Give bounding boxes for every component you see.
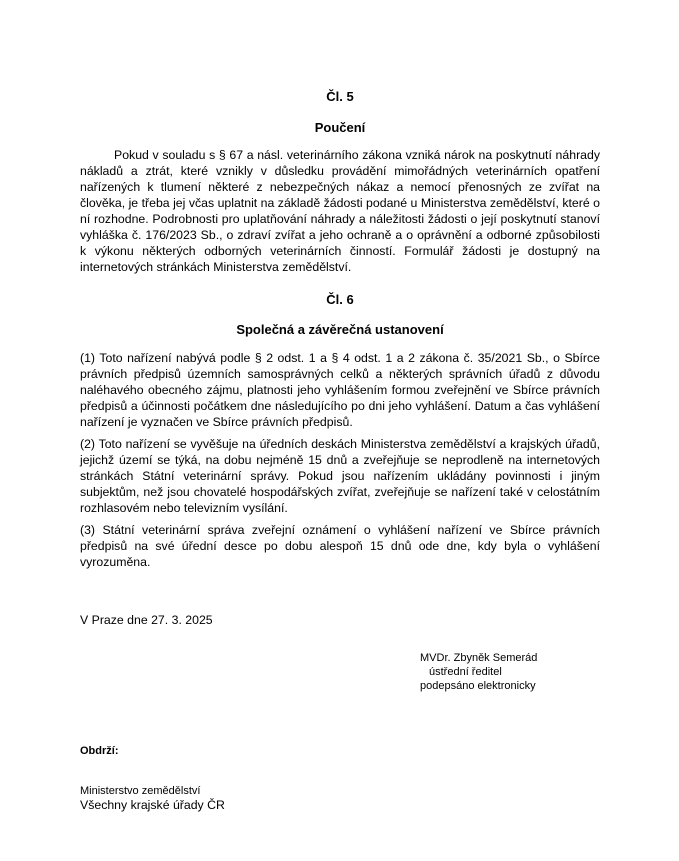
signatory-role: ústřední ředitel (429, 666, 502, 678)
place-and-date: V Praze dne 27. 3. 2025 (80, 613, 213, 627)
article-6-paragraph-1: (1) Toto nařízení nabývá podle § 2 odst. 1 a § 4 odst. 1 a 2 zákona č. 35/2021 Sb., o Sbírce právních předpisů územních samosprávných celků a některých správních úřadů z důvodu naléhavého obecného zájmu, platnosti jeho vyhlášením formou zveřejnění ve Sbírce právních předpisů a účinnosti počátkem dne následujícího po dni jeho vyhlášení. Datum a čas vyhlášení nařízení je vyznačen ve Sbírce právních předpisů. (80, 351, 600, 429)
signatory-name: MVDr. Zbyněk Semerád (420, 652, 538, 664)
signature-block (420, 651, 600, 693)
recipient-item: Ministerstvo zemědělství (80, 785, 201, 797)
article-5-paragraph: Pokud v souladu s § 67 a násl. veterinárního zákona vzniká nárok na poskytnutí náhrady nákladů a ztrát, které vznikly v důsledku provádění mimořádných veterinárních opatření nařízených k tlumení některé z nebezpečných nákaz a nemocí přenosných ze zvířat na člověka, je třeba jej včas uplatnit na základě žádosti podané u Ministerstva zemědělství, které o ní rozhodne. Podrobnosti pro uplatňování náhrady a náležitosti žádosti o její poskytnutí stanoví vyhláška č. 176/2023 Sb., o zdraví zvířat a jeho ochraně a o oprávnění a odborné způsobilosti k výkonu některých odborných veterinárních činností. Formulář žádosti je dostupný na internetových stránkách Ministerstva zemědělství. (80, 148, 600, 274)
recipients-label: Obdrží: (80, 745, 119, 757)
article-6-paragraph-2: (2) Toto nařízení se vyvěšuje na úředních deskách Ministerstva zemědělství a krajských úřadů, jejichž území se týká, na dobu nejméně 15 dnů a zveřejňuje se neprodleně na internetových stránkách Státní veterinární správy. Pokud jsou nařízením ukládány povinnosti i jiným subjektům, než jsou chovatelé hospodářských zvířat, zveřejňuje se nařízení také v celostátním rozhlasovém nebo televizním vysílání. (80, 437, 600, 515)
article-6-number: Čl. 6 (326, 292, 354, 307)
article-5-title: Poučení (314, 120, 366, 135)
article-6-title: Společná a závěrečná ustanovení (236, 322, 444, 337)
recipient-item: Všechny krajské úřady ČR (80, 798, 225, 812)
article-5-number: Čl. 5 (326, 89, 354, 104)
signature-note: podepsáno elektronicky (420, 680, 536, 692)
article-6-paragraph-3: (3) Státní veterinární správa zveřejní oznámení o vyhlášení nařízení ve Sbírce právních předpisů na své úřední desce po dobu alespoň 15 dnů ode dne, kdy byla o vyhlášení vyrozuměna. (80, 523, 600, 569)
